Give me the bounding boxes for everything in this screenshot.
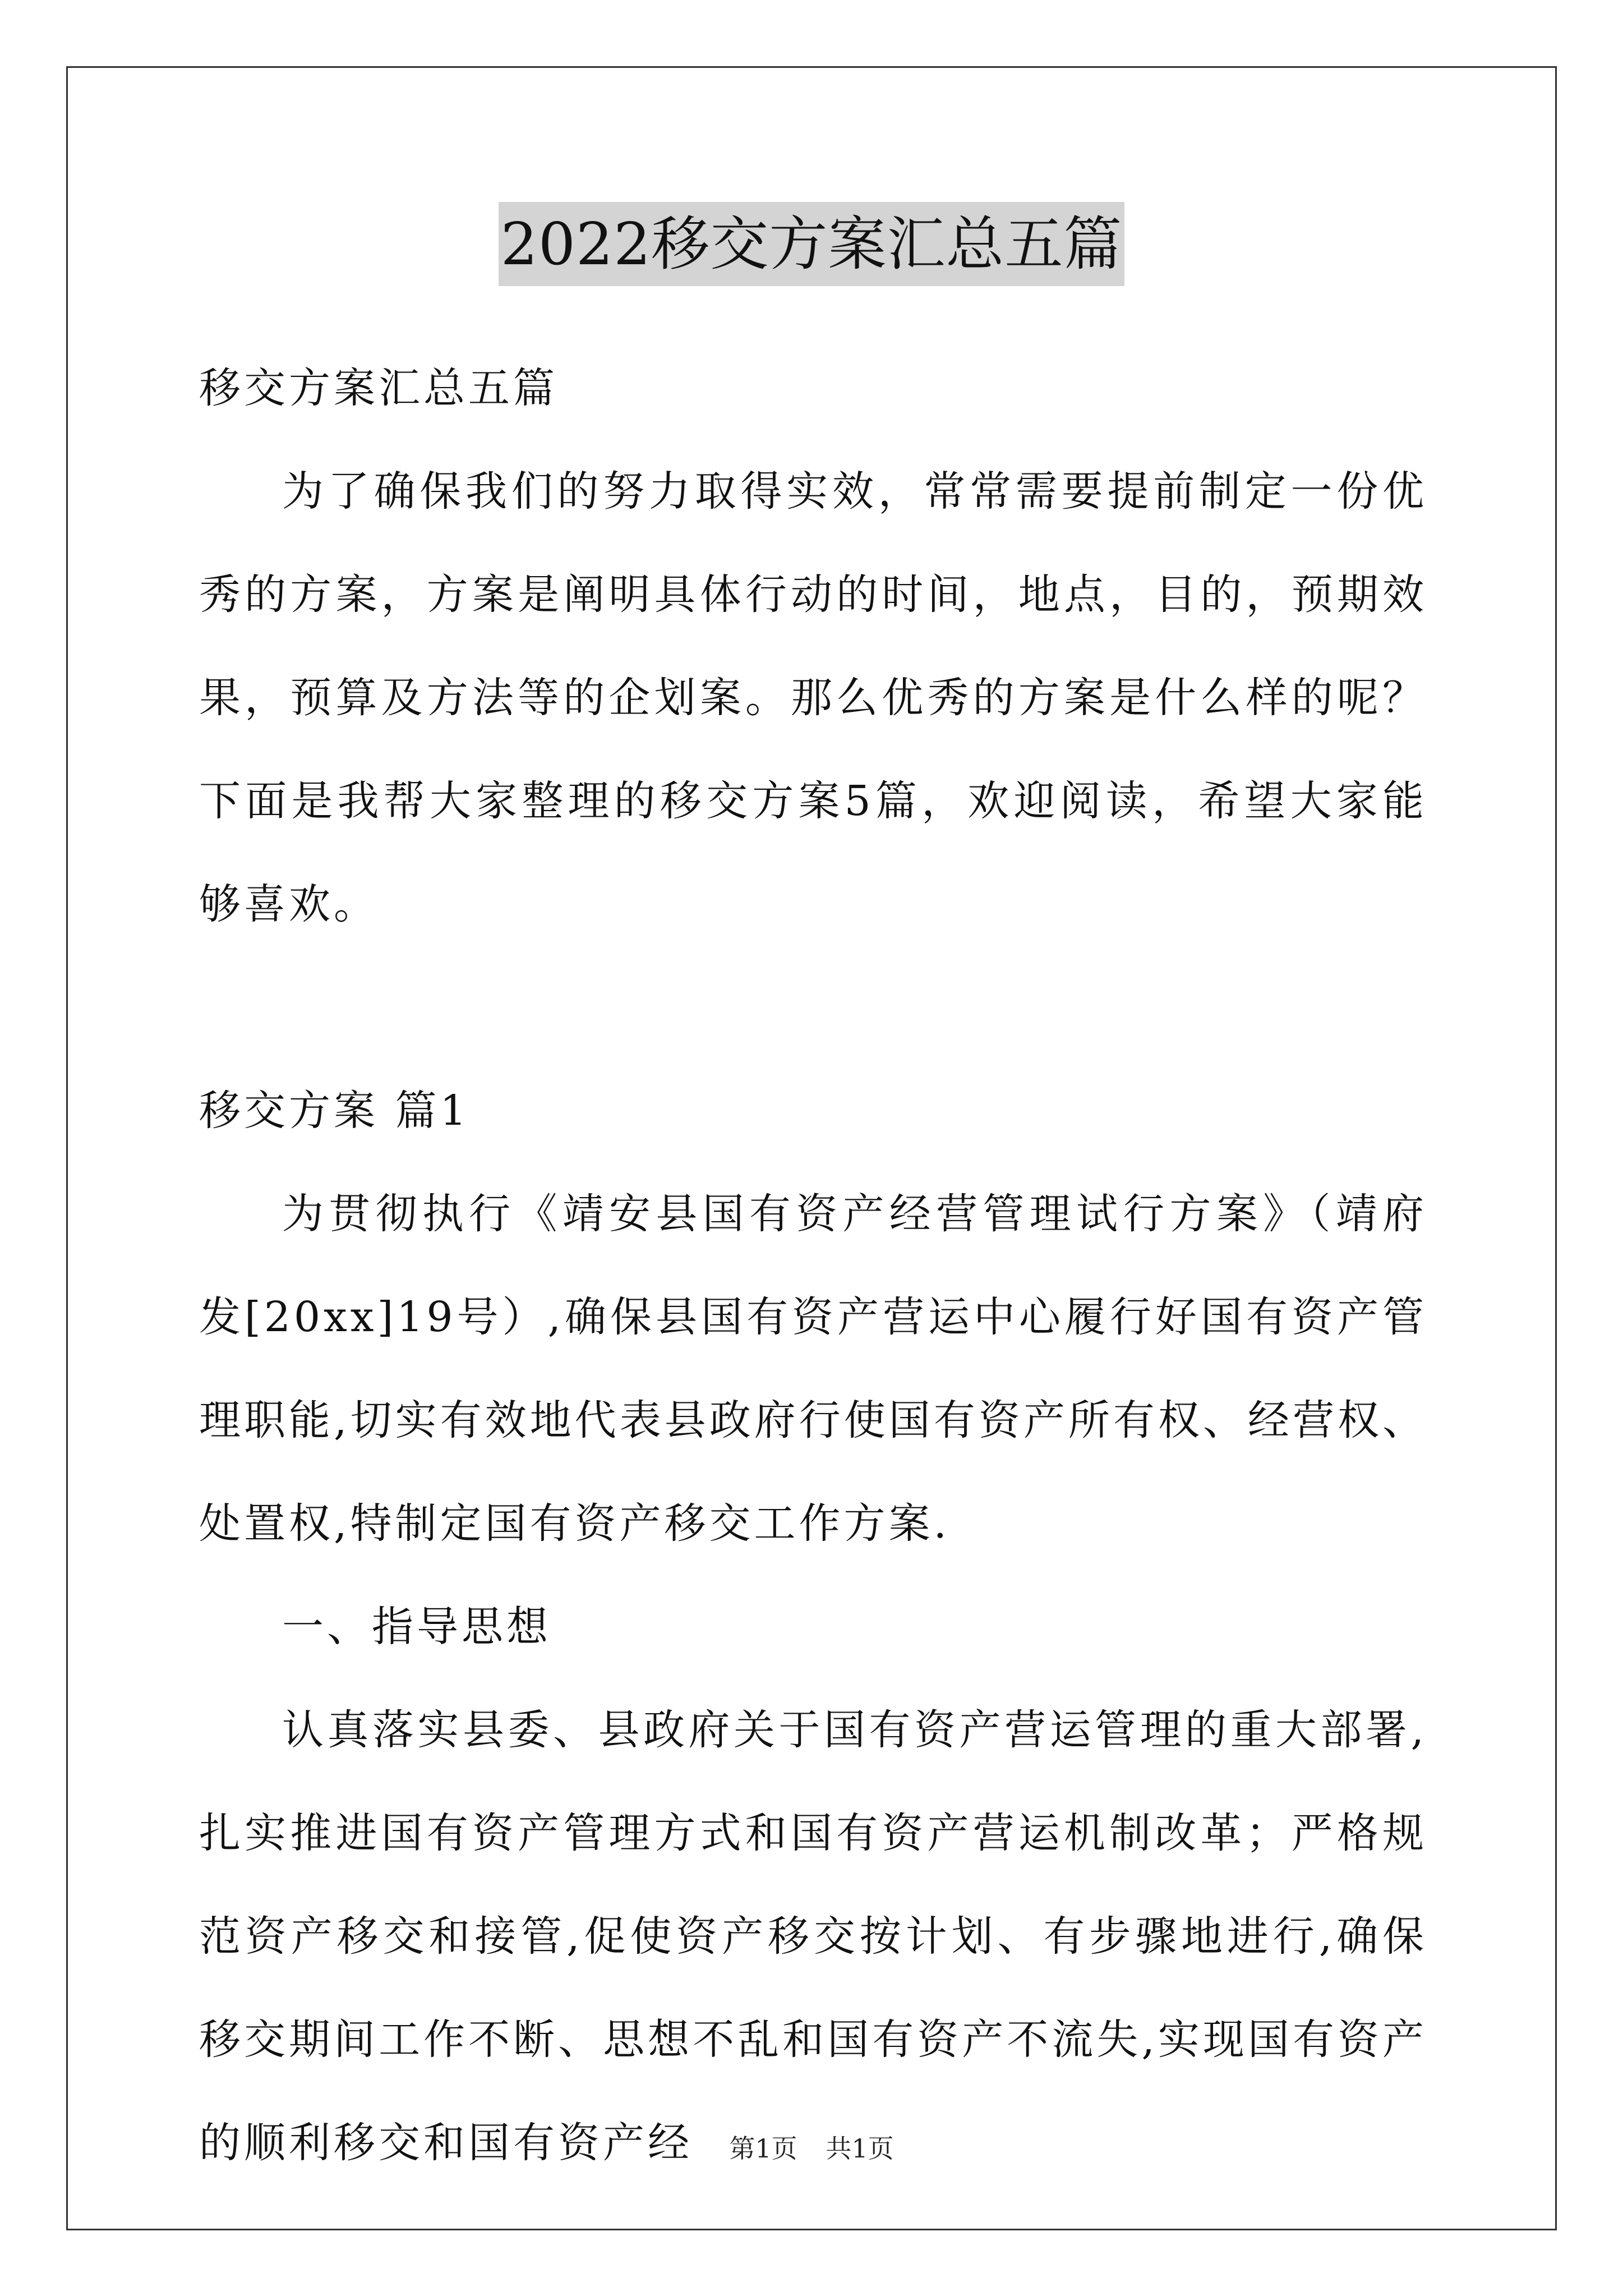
page-number-total: 共1页: [826, 2133, 894, 2164]
page-footer: [0, 2132, 1623, 2165]
document-body: [199, 337, 1427, 2194]
intro-paragraph: 为了确保我们的努力取得实效，常常需要提前制定一份优秀的方案，方案是阐明具体行动的时间，地点，目的，预期效果，预算及方法等的企划案。那么优秀的方案是什么样的呢？下面是我帮大家整理的移交方案5篇，欢迎阅读，希望大家能够喜欢。: [199, 467, 1427, 928]
page-number-current: 第1页: [729, 2133, 797, 2164]
title-container: [0, 202, 1623, 286]
document-title: 2022移交方案汇总五篇: [499, 202, 1125, 286]
section-heading: 移交方案 篇1: [199, 1087, 470, 1135]
body-paragraph: 认真落实县委、县政府关于国有资产营运管理的重大部署,扎实推进国有资产管理方式和国有资产营运机制改革；严格规范资产移交和接管,促使资产移交按计划、有步骤地进行,确保移交期间工作不断、思想不乱和国有资产不流失,实现国有资产的顺利移交和国有资产经: [199, 1706, 1427, 2167]
body-paragraph: 为贯彻执行《靖安县国有资产经营管理试行方案》（靖府发[20xx]19号）,确保县国有资产营运中心履行好国有资产管理职能,切实有效地代表县政府行使国有资产所有权、经营权、处置权,特制定国有资产移交工作方案.: [199, 1190, 1427, 1548]
subtitle-paragraph: 移交方案汇总五篇: [199, 364, 558, 412]
subsection-heading: 一、指导思想: [282, 1603, 551, 1651]
